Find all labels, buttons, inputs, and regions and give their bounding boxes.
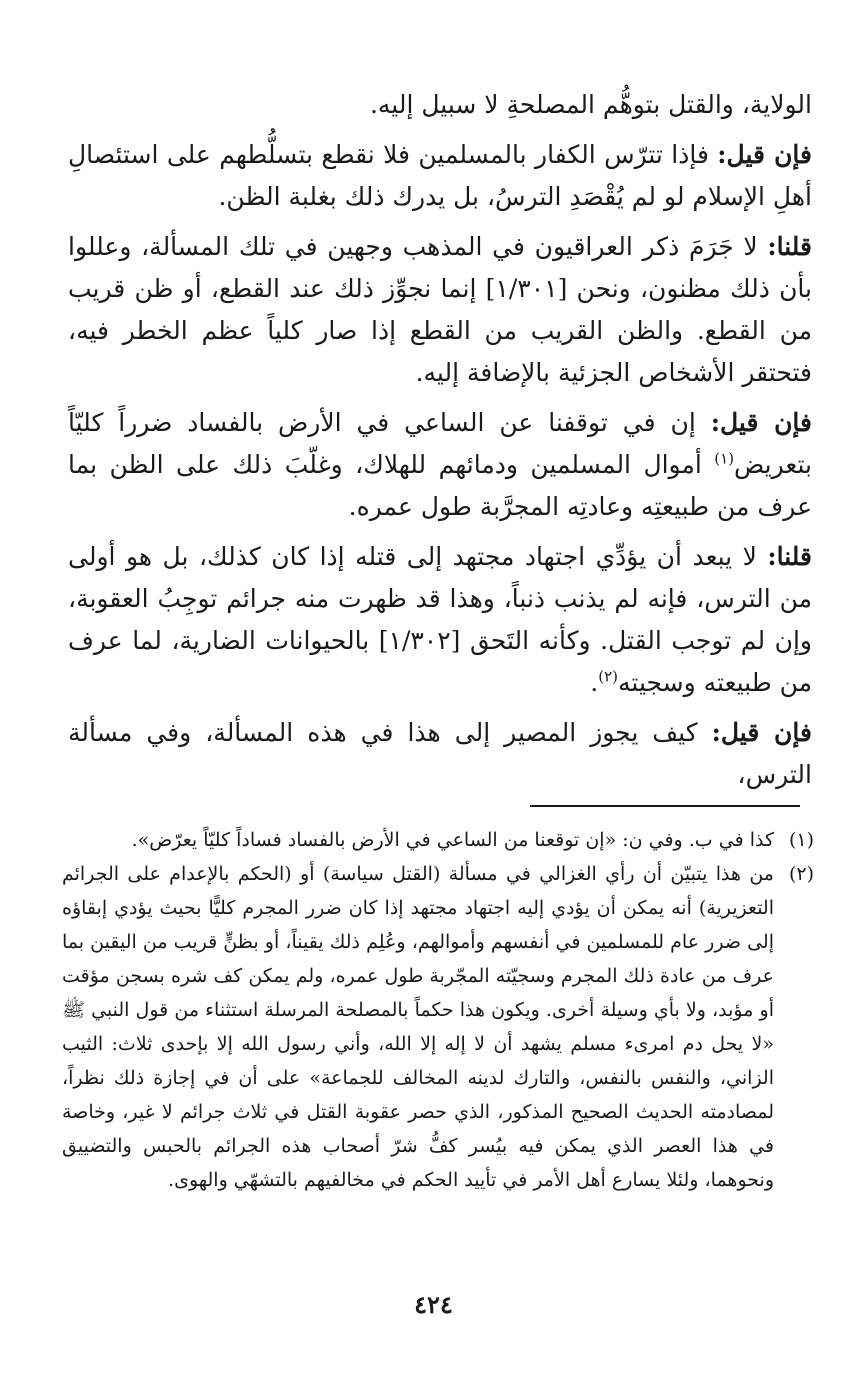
paragraph-text: . <box>590 668 599 697</box>
page-number: ٤٢٤ <box>414 1290 453 1319</box>
paragraph-2 <box>68 134 812 218</box>
footnote-text: كذا في ب. وفي ن: «إن توقعنا من الساعي في الأرض بالفساد فساداً كليّاً يعرّض». <box>131 829 774 851</box>
paragraph-1 <box>68 84 812 126</box>
main-text <box>68 84 812 804</box>
paragraph-text: إن في توقفنا عن الساعي في الأرض بالفساد ضرراً كليّاً بتعريض <box>68 408 812 479</box>
footnote-number: (١) <box>788 829 814 851</box>
paragraph-text: لا يبعد أن يؤدِّي اجتهاد مجتهد إلى قتله إذا كان كذلك، بل هو أولى من الترس، فإنه لم يذنب ذنباً، وهذا قد ظهرت منه جرائم توجِبُ العقوبة، وإن لم توجب القتل. وكأنه التَحق [١/٣٠٢] بالحيوانات الضارية، لما عرف من طبيعته وسجيته <box>68 542 812 697</box>
paragraph-lead: قلنا: <box>767 232 812 261</box>
paragraph-4 <box>68 402 812 528</box>
paragraph-text: الولاية، والقتل بتوهُّم المصلحةِ لا سبيل إليه. <box>369 90 812 119</box>
paragraph-lead: فإن قيل: <box>710 408 813 437</box>
footnote-text: من هذا يتبيّن أن رأي الغزالي في مسألة (القتل سياسة) أو (الحكم بالإعدام على الجرائم التعزيرية) أنه يمكن أن يؤدي إليه اجتهاد مجتهد إذا كان ضرر المجرم كليًّا بحيث يؤدي إبقاؤه إلى ضرر عام للمسلمين في أنفسهم وأموالهم، وعُلِم ذلك يقيناً، أو بظنٍّ قريب من اليقين بما عرف من عادة ذلك المجرم وسجيّته المجّربة طول عمره، ولم يمكن كف شره بسجن مؤقت أو مؤبد، ولا بأي وسيلة أخرى. ويكون هذا حكماً بالمصلحة المرسلة استثناء من قول النبي ﷺ «لا يحل دم امرىء مسلم يشهد أن لا إله إلا الله، وأني رسول الله إلا بإحدى ثلاث: الثيب الزاني، والنفس بالنفس، والتارك لدينه المخالف للجماعة» على أن في إجازة ذلك نظراً، لمصادمته الحديث الصحيح المذكور، الذي حصر عقوبة القتل في ثلاث جرائم لا غير، وخاصة في هذا العصر الذي يمكن فيه بيُسر كفُّ شرّ أصحاب هذه الجرائم بالحبس والتضييق ونحوهما، ولئلا يسارع أهل الأمر في تأييد الحكم في مخالفيهم بالتشهّي والهوى. <box>62 863 774 1191</box>
paragraph-lead: قلنا: <box>767 542 812 571</box>
footnote-ref-2: (٢) <box>598 667 619 686</box>
paragraph-5 <box>68 536 812 704</box>
footnote-divider <box>530 805 800 807</box>
paragraph-text: أموال المسلمين ودمائهم للهلاك، وغلّبَ ذلك على الظن بما عرف من طبيعتِه وعادتِه المجرَّبة طول عمره. <box>68 450 812 521</box>
paragraph-lead: فإن قيل: <box>711 718 812 747</box>
footnote-2 <box>62 857 814 1197</box>
footnotes <box>62 823 814 1197</box>
paragraph-6 <box>68 712 812 796</box>
paragraph-3 <box>68 226 812 394</box>
footnote-1 <box>62 823 814 857</box>
paragraph-lead: فإن قيل: <box>717 140 812 169</box>
paragraph-text: كيف يجوز المصير إلى هذا في هذه المسألة، وفي مسألة الترس، <box>68 718 812 789</box>
paragraph-text: لا جَرَمَ ذكر العراقيون في المذهب وجهين في تلك المسألة، وعللوا بأن ذلك مظنون، ونحن [١/٣٠١] إنما نجوِّز ذلك عند القطع، أو ظن قريب من القطع. والظن القريب من القطع إذا صار كلياً عظم الخطر فيه، فتحتقر الأشخاص الجزئية بالإضافة إليه. <box>68 232 813 387</box>
paragraph-text: فإذا تترّس الكفار بالمسلمين فلا نقطع بتسلُّطهم على استئصالِ أهلِ الإسلام لو لم يُقْصَدِ الترسُ، بل يدرك ذلك بغلبة الظن. <box>68 140 812 211</box>
footnote-ref-1: (١) <box>714 449 735 468</box>
footnote-number: (٢) <box>788 863 814 885</box>
